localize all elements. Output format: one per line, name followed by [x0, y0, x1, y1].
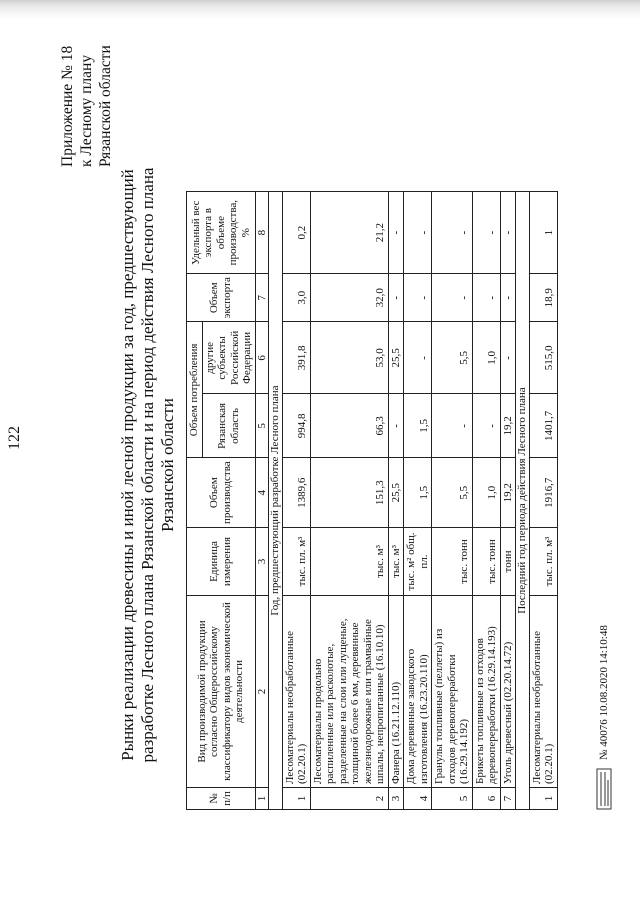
- row-product: Уголь древесный (02.20.14.72): [500, 596, 516, 788]
- row-unit: тонн: [500, 528, 516, 596]
- appendix-line-1: Приложение № 18: [59, 45, 76, 167]
- header-other-subjects: другие субъекты Российской Федерации: [202, 322, 255, 394]
- row-production: 5,5: [432, 458, 473, 528]
- registration-footer: № 40076 10.08.2020 14:10:48: [598, 625, 610, 760]
- row-export-share: -: [432, 192, 473, 274]
- header-ryazan: Рязанская область: [202, 394, 255, 458]
- header-export: Объем экспорта: [187, 274, 256, 322]
- page-number: 122: [6, 426, 23, 450]
- table-row: [310, 192, 388, 810]
- row-ryazan: 19,2: [500, 394, 516, 458]
- table-row: [282, 192, 310, 810]
- row-other-subjects: 5,5: [432, 322, 473, 394]
- header-production: Объем производства: [187, 458, 256, 528]
- row-unit: тыс. м³: [310, 528, 388, 596]
- row-other-subjects: 515,0: [529, 322, 557, 394]
- row-export-share: -: [472, 192, 500, 274]
- table-row: [472, 192, 500, 810]
- row-other-subjects: 1,0: [472, 322, 500, 394]
- row-export: -: [432, 274, 473, 322]
- row-other-subjects: -: [500, 322, 516, 394]
- header-unit: Единица измерения: [187, 528, 256, 596]
- row-number: 2: [310, 788, 388, 810]
- row-number: 5: [432, 788, 473, 810]
- row-product: Лесоматериалы необработанные (02.20.1): [282, 596, 310, 788]
- row-production: 25,5: [388, 458, 404, 528]
- row-product: Дома деревянные заводского изготовления (16.23.20.110): [404, 596, 432, 788]
- row-export: 32,0: [310, 274, 388, 322]
- row-export-share: -: [500, 192, 516, 274]
- row-production: 151,3: [310, 458, 388, 528]
- row-product: Фанера (16.21.12.110): [388, 596, 404, 788]
- row-unit: тыс. пл. м³: [529, 528, 557, 596]
- row-ryazan: -: [472, 394, 500, 458]
- appendix-line-3: Рязанской области: [97, 45, 114, 167]
- row-product: Лесоматериалы продольно распиленные или расколотые, разделенные на слои или лущеные, толщиной более 6 мм, деревянные железнодорожные или трамвайные шпалы, непропитанные (16.10.10): [310, 596, 388, 788]
- column-index-row: [255, 192, 269, 810]
- table-row: [500, 192, 516, 810]
- row-ryazan: 1401,7: [529, 394, 557, 458]
- row-product: Лесоматериалы необработанные (02.20.1): [529, 596, 557, 788]
- row-export-share: -: [404, 192, 432, 274]
- table-row: [388, 192, 404, 810]
- row-number: 1: [529, 788, 557, 810]
- row-ryazan: -: [388, 394, 404, 458]
- markets-table: [186, 191, 558, 810]
- appendix-note: [58, 45, 115, 167]
- row-number: 1: [282, 788, 310, 810]
- row-number: 6: [472, 788, 500, 810]
- row-number: 4: [404, 788, 432, 810]
- document-title: Рынки реализации древесины и иной лесной продукции за год, предшествующий разработке Лесного плана Рязанской области и на период действия Лесного плана Рязанской области: [118, 167, 177, 763]
- row-export: 3,0: [282, 274, 310, 322]
- appendix-line-2: к Лесному плану: [78, 54, 95, 167]
- row-export: -: [404, 274, 432, 322]
- row-unit: тыс. м² общ. пл.: [404, 528, 432, 596]
- row-export-share: -: [388, 192, 404, 274]
- row-export: -: [500, 274, 516, 322]
- table-row: [404, 192, 432, 810]
- col-index: 5: [255, 394, 269, 458]
- row-export-share: 1: [529, 192, 557, 274]
- row-ryazan: 994,8: [282, 394, 310, 458]
- row-ryazan: -: [432, 394, 473, 458]
- col-index: 2: [255, 596, 269, 788]
- header-export-share: Удельный вес экспорта в объеме производства, %: [187, 192, 256, 274]
- row-production: 1389,6: [282, 458, 310, 528]
- row-number: 7: [500, 788, 516, 810]
- row-unit: тыс. м³: [388, 528, 404, 596]
- header-product: Вид производимой продукции согласно Общероссийскому классификатору видов экономической деятельности: [187, 596, 256, 788]
- col-index: 4: [255, 458, 269, 528]
- row-export-share: 0,2: [282, 192, 310, 274]
- row-other-subjects: 391,8: [282, 322, 310, 394]
- row-unit: тыс. тонн: [472, 528, 500, 596]
- row-production: 1,5: [404, 458, 432, 528]
- header-consumption: Объем потребления: [187, 322, 203, 458]
- row-other-subjects: 25,5: [388, 322, 404, 394]
- row-production: 19,2: [500, 458, 516, 528]
- row-number: 3: [388, 788, 404, 810]
- section-heading: Год, предшествующий разработке Лесного плана: [269, 192, 283, 810]
- row-other-subjects: 53,0: [310, 322, 388, 394]
- header-num: № п/п: [187, 788, 256, 810]
- row-production: 1916,7: [529, 458, 557, 528]
- row-product: Гранулы топливные (пеллеты) из отходов деревопереработки (16.29.14.192): [432, 596, 473, 788]
- row-product: Брикеты топливные из отходов деревопереработки (16.29.14.193): [472, 596, 500, 788]
- row-ryazan: 1,5: [404, 394, 432, 458]
- row-export: -: [472, 274, 500, 322]
- row-production: 1,0: [472, 458, 500, 528]
- col-index: 3: [255, 528, 269, 596]
- table-row: [432, 192, 473, 810]
- row-unit: тыс. пл. м³: [282, 528, 310, 596]
- table-row: [529, 192, 557, 810]
- row-unit: тыс. тонн: [432, 528, 473, 596]
- row-export: -: [388, 274, 404, 322]
- row-export-share: 21,2: [310, 192, 388, 274]
- section-heading: Последний год периода действия Лесного плана: [516, 192, 530, 810]
- col-index: 1: [255, 788, 269, 810]
- col-index: 7: [255, 274, 269, 322]
- row-other-subjects: -: [404, 322, 432, 394]
- col-index: 6: [255, 322, 269, 394]
- row-export: 18,9: [529, 274, 557, 322]
- col-index: 8: [255, 192, 269, 274]
- row-ryazan: 66,3: [310, 394, 388, 458]
